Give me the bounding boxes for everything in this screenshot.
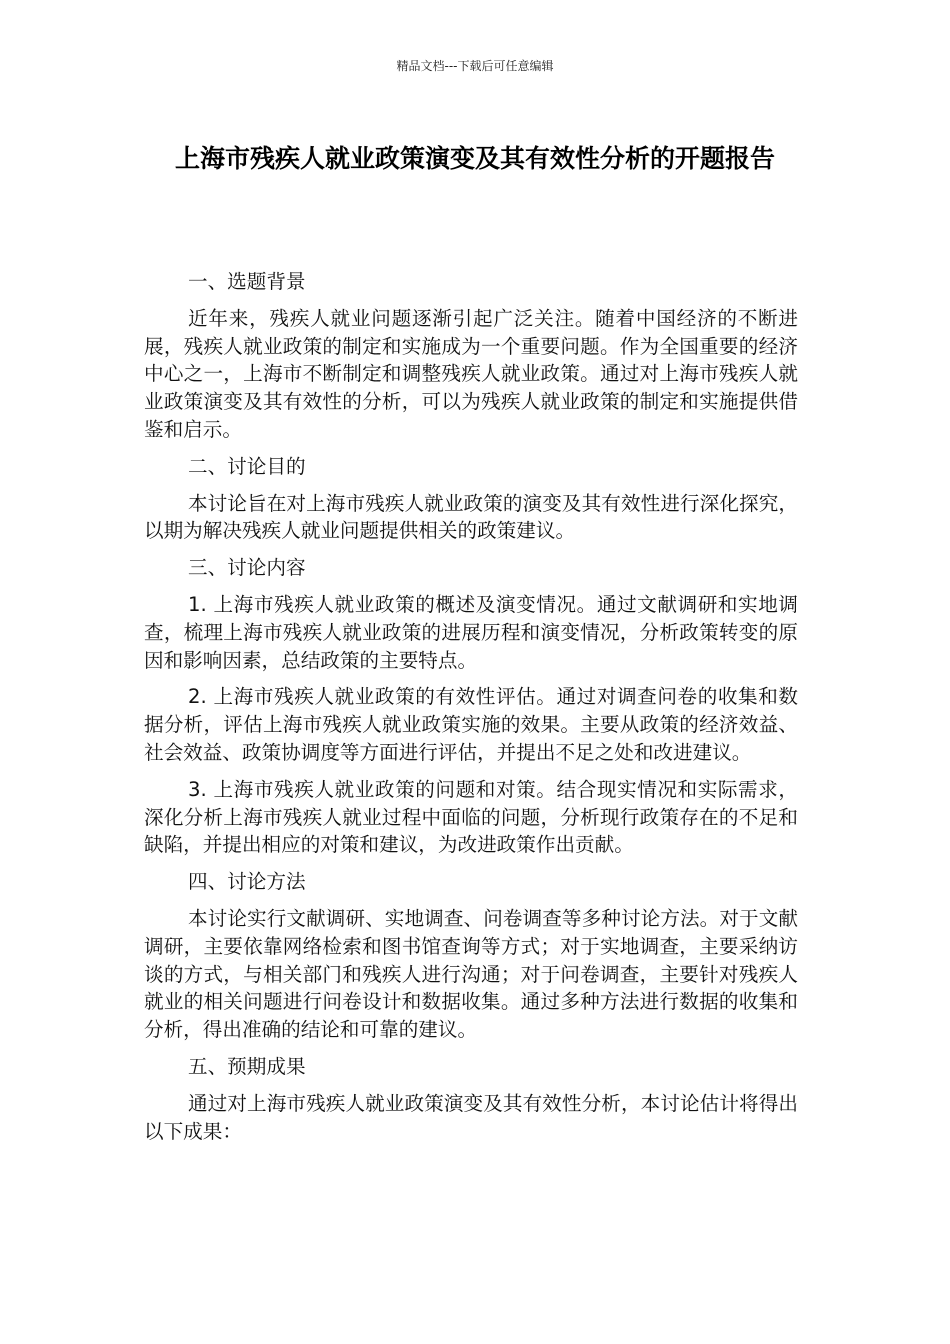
paragraph-content-item-2: 2. 上海市残疾人就业政策的有效性评估。通过对调查问卷的收集和数据分析，评估上海市残疾人就业政策实施的效果。主要从政策的经济效益、社会效益、政策协调度等方面进行评估，并提出不足之处和改进建议。 [144,685,798,764]
section-heading-expected-results: 五、预期成果 [188,1054,306,1078]
paragraph-expected-results: 通过对上海市残疾人就业政策演变及其有效性分析，本讨论估计将得出以下成果： [144,1091,798,1143]
section-heading-content: 三、讨论内容 [188,556,306,580]
paragraph-purpose: 本讨论旨在对上海市残疾人就业政策的演变及其有效性进行深化探究，以期为解决残疾人就业问题提供相关的政策建议。 [144,491,798,543]
paragraph-content-item-3: 3. 上海市残疾人就业政策的问题和对策。结合现实情况和实际需求，深化分析上海市残疾人就业过程中面临的问题，分析现行政策存在的不足和缺陷，并提出相应的对策和建议，为改进政策作出贡献。 [144,777,798,857]
paragraph-methods: 本讨论实行文献调研、实地调查、问卷调查等多种讨论方法。对于文献调研，主要依靠网络检索和图书馆查询等方式；对于实地调查，主要采纳访谈的方式，与相关部门和残疾人进行沟通；对于问卷调查，主要针对残疾人就业的相关问题进行问卷设计和数据收集。通过多种方法进行数据的收集和分析，得出准确的结论和可靠的建议。 [144,906,798,1042]
document-title: 上海市残疾人就业政策演变及其有效性分析的开题报告 [174,144,775,173]
document-body [144,268,798,1154]
section-heading-purpose: 二、讨论目的 [188,454,306,478]
page-header-watermark: 精品文档---下载后可任意编辑 [396,59,554,73]
paragraph-content-item-1: 1. 上海市残疾人就业政策的概述及演变情况。通过文献调研和实地调查，梳理上海市残疾人就业政策的进展历程和演变情况，分析政策转变的原因和影响因素，总结政策的主要特点。 [144,592,798,672]
section-heading-background: 一、选题背景 [188,270,306,293]
paragraph-background: 近年来，残疾人就业问题逐渐引起广泛关注。随着中国经济的不断进展，残疾人就业政策的制定和实施成为一个重要问题。作为全国重要的经济中心之一，上海市不断制定和调整残疾人就业政策。通过对上海市残疾人就业政策演变及其有效性的分析，可以为残疾人就业政策的制定和实施提供借鉴和启示。 [144,306,798,441]
section-heading-methods: 四、讨论方法 [188,870,306,894]
